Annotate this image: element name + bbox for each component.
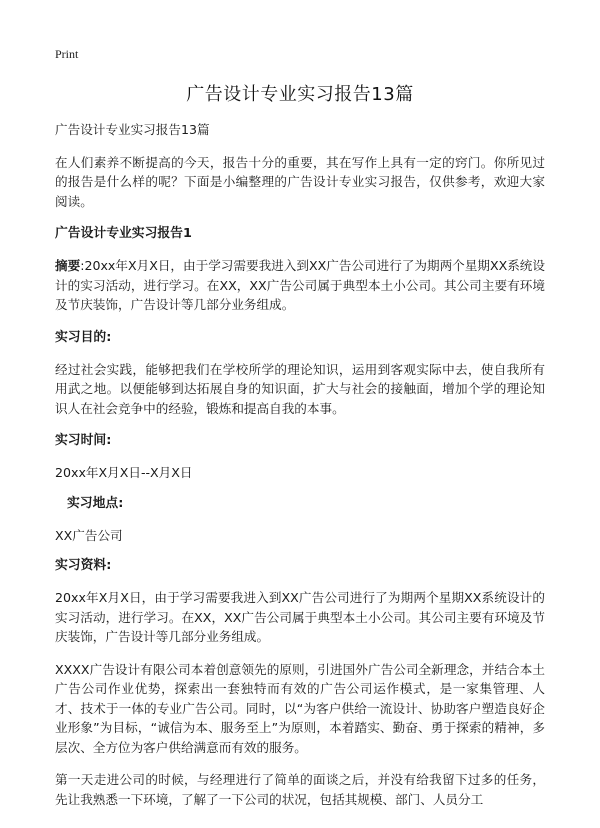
place-heading: 实习地点:	[67, 495, 124, 511]
time-paragraph: 20xx年X月X日--X月X日	[55, 465, 193, 480]
purpose-heading: 实习目的:	[55, 329, 112, 345]
subtitle-paragraph: 广告设计专业实习报告13篇	[55, 122, 210, 137]
print-link[interactable]: Print	[55, 47, 79, 61]
intro-paragraph: 在人们素养不断提高的今天，报告十分的重要，其在写作上具有一定的窍门。你所见过的报告是什么样的呢？下面是小编整理的广告设计专业实习报告，仅供参考，欢迎大家阅读。	[55, 154, 545, 209]
abstract-text: :20xx年X月X日，由于学习需要我进入到XX广告公司进行了为期两个星期XX系统设计的实习活动，进行学习。在XX，XX广告公司属于典型本土小公司。其公司主要有环境及节庆装饰，广告设计等几部分业务组成。	[55, 258, 545, 312]
time-heading: 实习时间:	[55, 433, 112, 448]
first-day-paragraph: 第一天走进公司的时候，与经理进行了简单的面谈之后，并没有给我留下过多的任务，先让我熟悉一下环境，了解了一下公司的状况，包括其规模、部门、人员分工	[55, 772, 545, 807]
abstract-label: 摘要	[55, 258, 81, 273]
section-heading-report-1: 广告设计专业实习报告1	[55, 226, 192, 241]
material-heading: 实习资料:	[55, 558, 112, 573]
abstract-paragraph	[55, 256, 545, 315]
document-body	[55, 120, 545, 822]
page-title: 广告设计专业实习报告13篇	[186, 84, 414, 105]
purpose-paragraph: 经过社会实践，能够把我们在学校所学的理论知识，运用到客观实际中去，使自我所有用武之地。以便能够到达拓展自身的知识面，扩大与社会的接触面，增加个学的理论知识人在社会竞争中的经验，锻炼和提高自我的本事。	[55, 361, 545, 416]
material-paragraph: 20xx年X月X日，由于学习需要我进入到XX广告公司进行了为期两个星期XX系统设计的实习活动，进行学习。在XX，XX广告公司属于典型本土小公司。其公司主要有环境及节庆装饰，广告设计等几部分业务组成。	[55, 590, 545, 644]
place-paragraph: XX广告公司	[55, 527, 123, 543]
company-paragraph: XXXX广告设计有限公司本着创意领先的原则，引进国外广告公司全新理念，并结合本土广告公司作业优势，探索出一套独特而有效的广告公司运作模式，是一家集管理、人才、技术于一体的专业广告公司。同时，以“为客户供给一流设计、协助客户塑造良好企业形象”为目标，“诚信为本、服务至上”为原则，本着踏实、勤奋、勇于探索的精神，多层次、全方位为客户供给满意而有效的服务。	[55, 661, 545, 755]
